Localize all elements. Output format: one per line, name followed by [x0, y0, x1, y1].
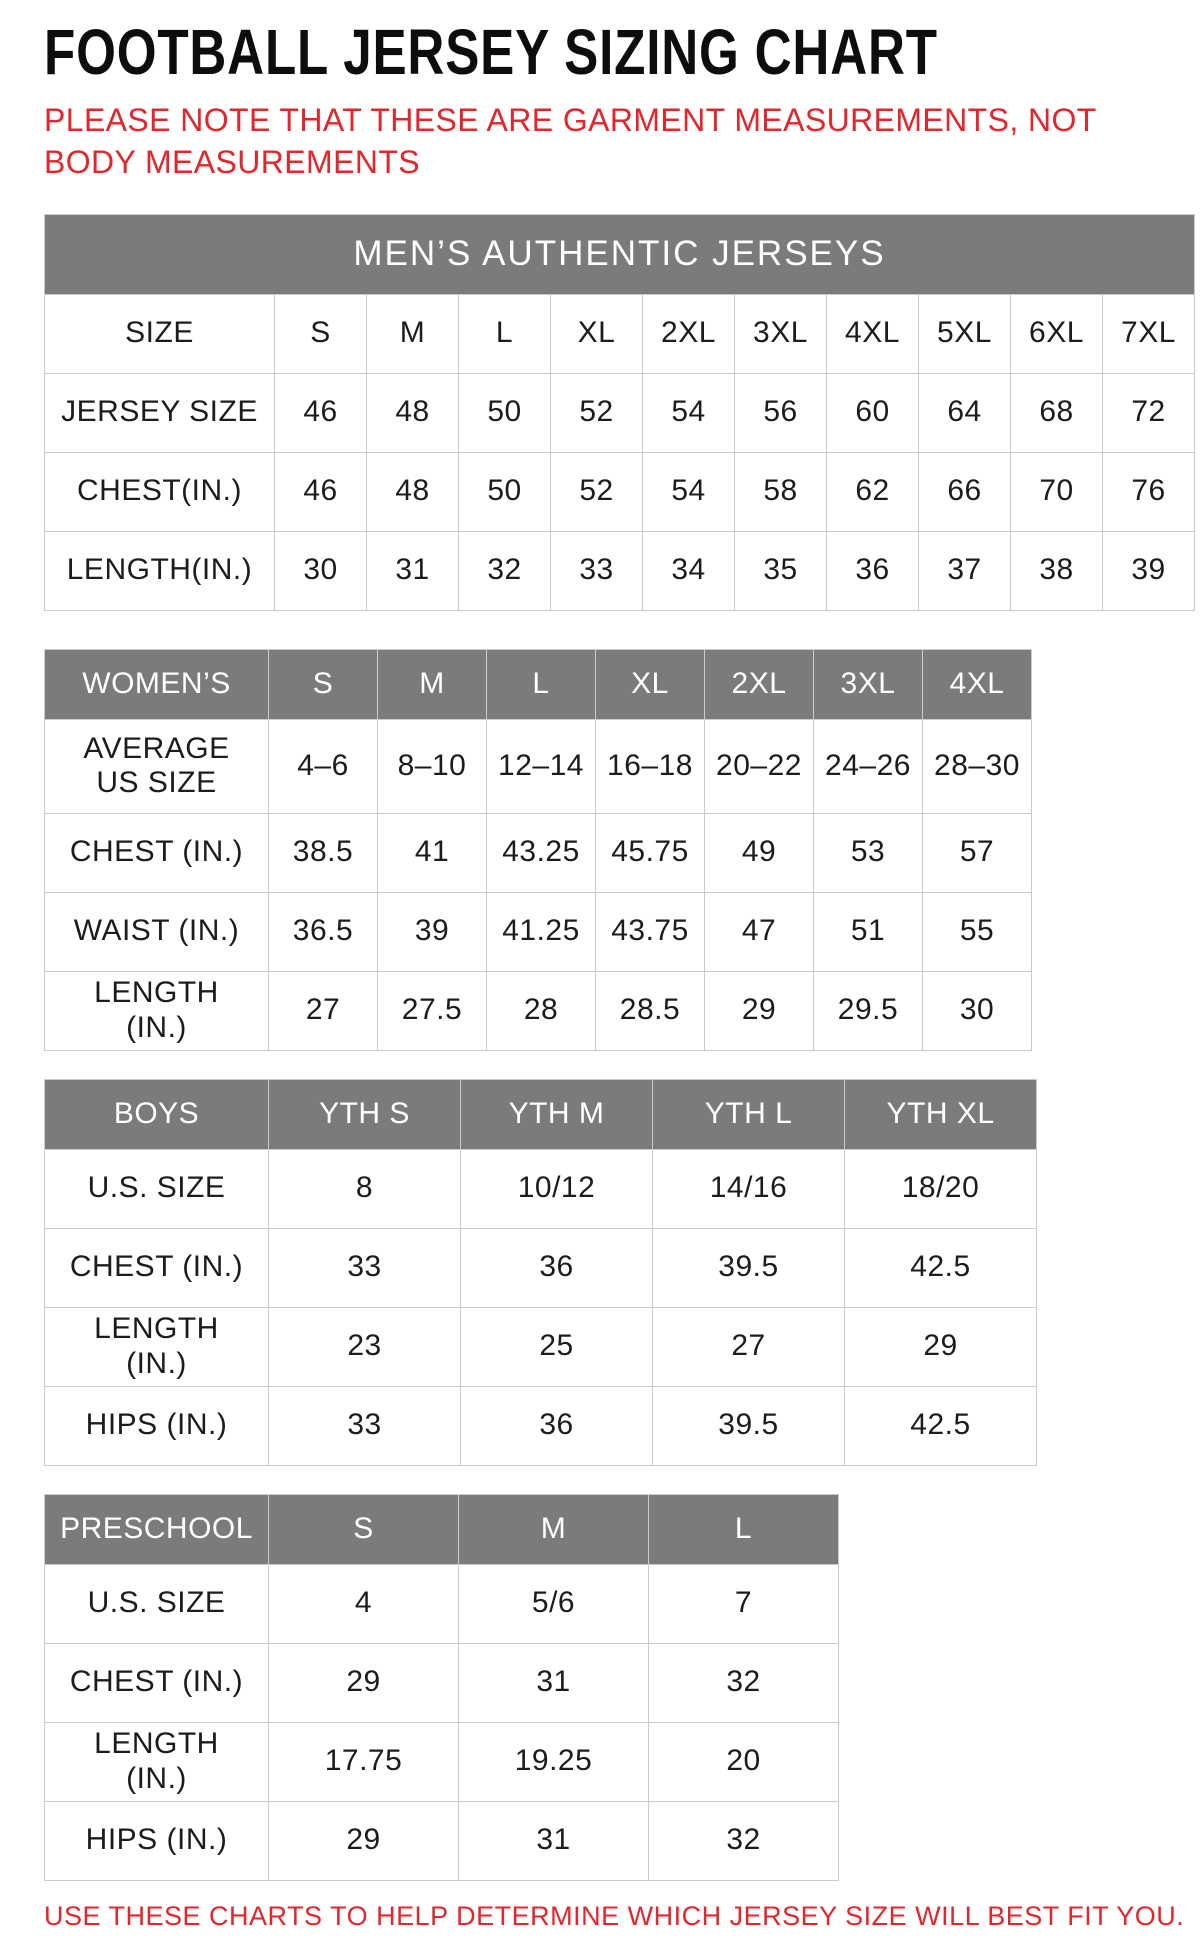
- womens-sizing-table: [44, 649, 1032, 1051]
- value-cell: 24–26: [814, 720, 923, 814]
- value-cell: 4–6: [269, 720, 378, 814]
- header-size-cell: M: [378, 650, 487, 720]
- value-cell: 39: [378, 893, 487, 972]
- value-cell: 52: [551, 453, 643, 532]
- value-cell: 41.25: [487, 893, 596, 972]
- value-cell: 42.5: [845, 1387, 1037, 1466]
- mens-authentic-jerseys-table: [44, 214, 1195, 611]
- womens-table-header-row: [45, 650, 1032, 720]
- header-size-cell: YTH S: [269, 1080, 461, 1150]
- table-row: [45, 374, 1195, 453]
- garment-measurements-note: PLEASE NOTE THAT THESE ARE GARMENT MEASUREMENTS, NOT BODY MEASUREMENTS: [44, 102, 1097, 181]
- value-cell: 25: [461, 1308, 653, 1387]
- value-cell: 70: [1011, 453, 1103, 532]
- page-title: FOOTBALL JERSEY SIZING CHART: [44, 16, 938, 88]
- row-label-cell: JERSEY SIZE: [45, 374, 275, 453]
- value-cell: 31: [367, 532, 459, 611]
- row-label-cell: SIZE: [45, 295, 275, 374]
- table-row: [45, 1308, 1037, 1387]
- value-cell: 53: [814, 814, 923, 893]
- value-cell: 33: [269, 1387, 461, 1466]
- value-cell: 4: [269, 1565, 459, 1644]
- value-cell: 8–10: [378, 720, 487, 814]
- value-cell: 68: [1011, 374, 1103, 453]
- value-cell: 32: [649, 1644, 839, 1723]
- table-row: [45, 814, 1032, 893]
- boys-sizing-table: [44, 1079, 1037, 1466]
- value-cell: 30: [275, 532, 367, 611]
- header-size-cell: L: [487, 650, 596, 720]
- value-cell: 7XL: [1103, 295, 1195, 374]
- boys-table-header-row: [45, 1080, 1037, 1150]
- value-cell: 49: [705, 814, 814, 893]
- table-row: [45, 972, 1032, 1051]
- table-row: [45, 1150, 1037, 1229]
- table-row: [45, 893, 1032, 972]
- value-cell: 29: [269, 1802, 459, 1881]
- mens-table-body: [45, 295, 1195, 611]
- value-cell: 33: [551, 532, 643, 611]
- value-cell: 50: [459, 374, 551, 453]
- preschool-table-body: [45, 1565, 839, 1881]
- table-row: [45, 1565, 839, 1644]
- value-cell: 17.75: [269, 1723, 459, 1802]
- value-cell: 6XL: [1011, 295, 1103, 374]
- value-cell: 7: [649, 1565, 839, 1644]
- table-row: [45, 1387, 1037, 1466]
- value-cell: 20–22: [705, 720, 814, 814]
- value-cell: 48: [367, 453, 459, 532]
- fit-advice-footer: USE THESE CHARTS TO HELP DETERMINE WHICH JERSEY SIZE WILL BEST FIT YOU.: [44, 1900, 1185, 1931]
- value-cell: 64: [919, 374, 1011, 453]
- value-cell: 43.25: [487, 814, 596, 893]
- value-cell: 29: [269, 1644, 459, 1723]
- header-label-cell: PRESCHOOL: [45, 1495, 269, 1565]
- value-cell: 28.5: [596, 972, 705, 1051]
- value-cell: 19.25: [459, 1723, 649, 1802]
- row-label-cell: U.S. SIZE: [45, 1150, 269, 1229]
- value-cell: 52: [551, 374, 643, 453]
- row-label-cell: CHEST(IN.): [45, 453, 275, 532]
- value-cell: 58: [735, 453, 827, 532]
- header-size-cell: YTH M: [461, 1080, 653, 1150]
- value-cell: 41: [378, 814, 487, 893]
- value-cell: 60: [827, 374, 919, 453]
- value-cell: 2XL: [643, 295, 735, 374]
- value-cell: 23: [269, 1308, 461, 1387]
- value-cell: 10/12: [461, 1150, 653, 1229]
- value-cell: 34: [643, 532, 735, 611]
- header-size-cell: S: [269, 1495, 459, 1565]
- value-cell: 50: [459, 453, 551, 532]
- table-row: [45, 295, 1195, 374]
- value-cell: 4XL: [827, 295, 919, 374]
- value-cell: 43.75: [596, 893, 705, 972]
- header-label-cell: BOYS: [45, 1080, 269, 1150]
- value-cell: 54: [643, 374, 735, 453]
- value-cell: 47: [705, 893, 814, 972]
- value-cell: 62: [827, 453, 919, 532]
- value-cell: 56: [735, 374, 827, 453]
- row-label-cell: LENGTH (IN.): [45, 1723, 269, 1802]
- preschool-table-header-row: [45, 1495, 839, 1565]
- header-size-cell: M: [459, 1495, 649, 1565]
- value-cell: 32: [649, 1802, 839, 1881]
- value-cell: 5/6: [459, 1565, 649, 1644]
- value-cell: 76: [1103, 453, 1195, 532]
- table-row: [45, 453, 1195, 532]
- value-cell: 5XL: [919, 295, 1011, 374]
- value-cell: 36: [827, 532, 919, 611]
- table-row: [45, 1723, 839, 1802]
- row-label-cell: CHEST (IN.): [45, 1644, 269, 1723]
- row-label-cell: LENGTH(IN.): [45, 532, 275, 611]
- value-cell: 33: [269, 1229, 461, 1308]
- row-label-cell: U.S. SIZE: [45, 1565, 269, 1644]
- value-cell: 27: [269, 972, 378, 1051]
- value-cell: 38: [1011, 532, 1103, 611]
- value-cell: 39: [1103, 532, 1195, 611]
- value-cell: 8: [269, 1150, 461, 1229]
- header-size-cell: S: [269, 650, 378, 720]
- header-label-cell: WOMEN’S: [45, 650, 269, 720]
- row-label-cell: CHEST (IN.): [45, 814, 269, 893]
- value-cell: 18/20: [845, 1150, 1037, 1229]
- header-size-cell: 2XL: [705, 650, 814, 720]
- value-cell: 48: [367, 374, 459, 453]
- header-size-cell: 4XL: [923, 650, 1032, 720]
- value-cell: 54: [643, 453, 735, 532]
- value-cell: 27.5: [378, 972, 487, 1051]
- table-row: [45, 1802, 839, 1881]
- value-cell: 3XL: [735, 295, 827, 374]
- row-label-cell: AVERAGE US SIZE: [45, 720, 269, 814]
- header-size-cell: YTH L: [653, 1080, 845, 1150]
- table-row: [45, 532, 1195, 611]
- row-label-cell: LENGTH (IN.): [45, 1308, 269, 1387]
- value-cell: 29: [705, 972, 814, 1051]
- value-cell: 20: [649, 1723, 839, 1802]
- value-cell: 38.5: [269, 814, 378, 893]
- value-cell: 51: [814, 893, 923, 972]
- value-cell: 35: [735, 532, 827, 611]
- value-cell: 45.75: [596, 814, 705, 893]
- table-row: [45, 1644, 839, 1723]
- value-cell: 42.5: [845, 1229, 1037, 1308]
- value-cell: 39.5: [653, 1229, 845, 1308]
- value-cell: 30: [923, 972, 1032, 1051]
- mens-table-title: MEN’S AUTHENTIC JERSEYS: [45, 215, 1195, 295]
- value-cell: 28: [487, 972, 596, 1051]
- value-cell: 27: [653, 1308, 845, 1387]
- value-cell: 31: [459, 1802, 649, 1881]
- value-cell: 28–30: [923, 720, 1032, 814]
- value-cell: 14/16: [653, 1150, 845, 1229]
- womens-table-body: [45, 720, 1032, 1051]
- row-label-cell: CHEST (IN.): [45, 1229, 269, 1308]
- value-cell: 36: [461, 1387, 653, 1466]
- value-cell: 12–14: [487, 720, 596, 814]
- header-size-cell: 3XL: [814, 650, 923, 720]
- value-cell: 39.5: [653, 1387, 845, 1466]
- value-cell: 16–18: [596, 720, 705, 814]
- header-size-cell: XL: [596, 650, 705, 720]
- header-size-cell: L: [649, 1495, 839, 1565]
- value-cell: 37: [919, 532, 1011, 611]
- value-cell: 36.5: [269, 893, 378, 972]
- boys-table-body: [45, 1150, 1037, 1466]
- value-cell: 36: [461, 1229, 653, 1308]
- row-label-cell: LENGTH (IN.): [45, 972, 269, 1051]
- value-cell: 32: [459, 532, 551, 611]
- value-cell: 72: [1103, 374, 1195, 453]
- row-label-cell: HIPS (IN.): [45, 1802, 269, 1881]
- header-size-cell: YTH XL: [845, 1080, 1037, 1150]
- value-cell: 55: [923, 893, 1032, 972]
- value-cell: 46: [275, 374, 367, 453]
- table-row: [45, 720, 1032, 814]
- value-cell: 29.5: [814, 972, 923, 1051]
- value-cell: 29: [845, 1308, 1037, 1387]
- preschool-sizing-table: [44, 1494, 839, 1881]
- value-cell: S: [275, 295, 367, 374]
- value-cell: L: [459, 295, 551, 374]
- value-cell: 46: [275, 453, 367, 532]
- value-cell: 31: [459, 1644, 649, 1723]
- row-label-cell: HIPS (IN.): [45, 1387, 269, 1466]
- value-cell: 57: [923, 814, 1032, 893]
- value-cell: M: [367, 295, 459, 374]
- value-cell: 66: [919, 453, 1011, 532]
- value-cell: XL: [551, 295, 643, 374]
- table-row: [45, 1229, 1037, 1308]
- row-label-cell: WAIST (IN.): [45, 893, 269, 972]
